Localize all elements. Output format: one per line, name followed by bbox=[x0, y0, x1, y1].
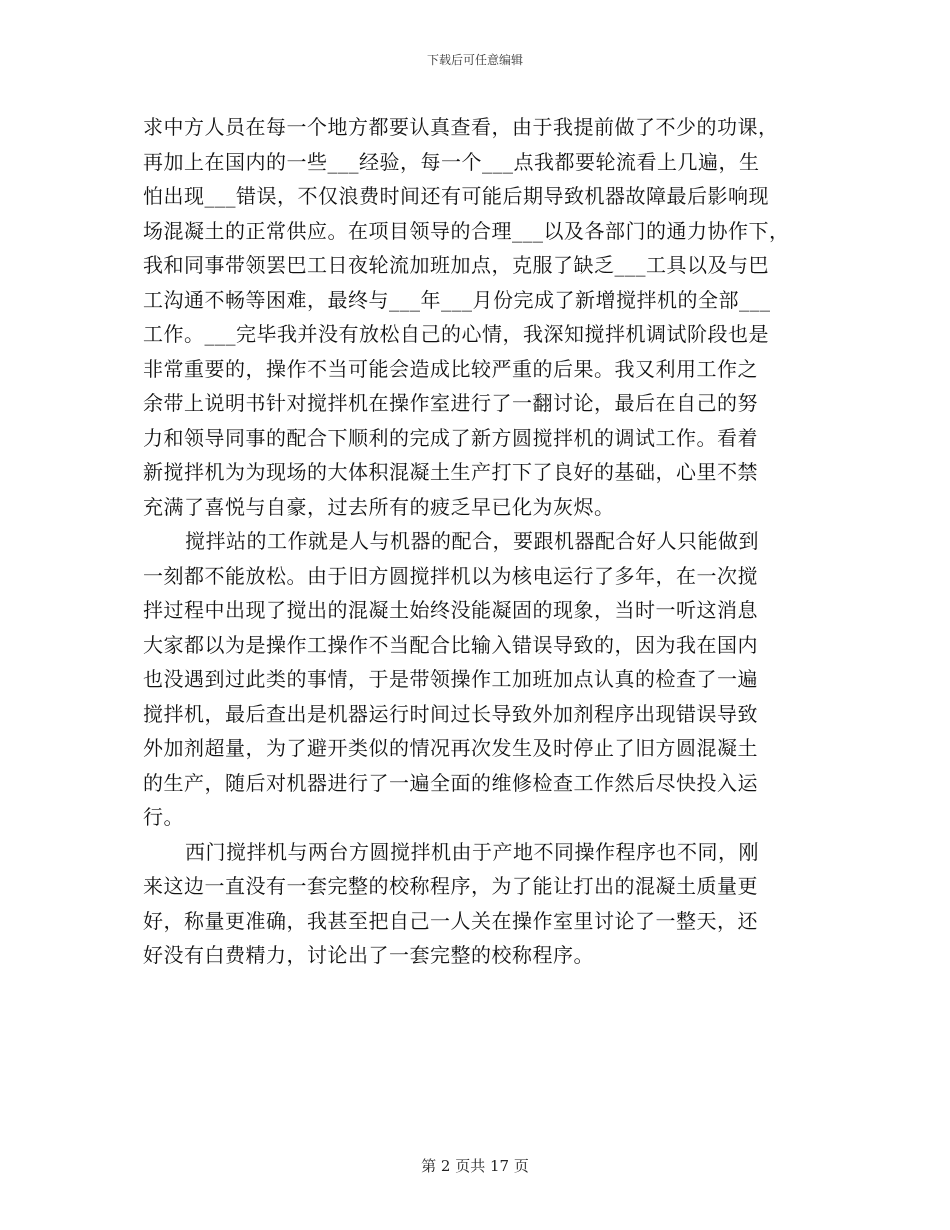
text-line: 大家都以为是操作工操作不当配合比输入错误导致的，因为我在国内 bbox=[143, 632, 758, 657]
page-footer bbox=[0, 1156, 950, 1176]
text-line: 外加剂超量，为了避开类似的情况再次发生及时停止了旧方圆混凝土 bbox=[143, 736, 758, 760]
text-line: 来这边一直没有一套完整的校称程序，为了能让打出的混凝土质量更 bbox=[143, 874, 758, 898]
text-line: 新搅拌机为为现场的大体积混凝土生产打下了良好的基础，心里不禁 bbox=[143, 460, 758, 484]
text-line: 我和同事带领罢巴工日夜轮流加班加点，克服了缺乏___工具以及与巴 bbox=[143, 253, 769, 277]
page-header bbox=[0, 52, 950, 68]
text-line: 的生产，随后对机器进行了一遍全面的维修检查工作然后尽快投入运 bbox=[143, 770, 758, 795]
text-line: 好没有白费精力，讨论出了一套完整的校称程序。 bbox=[143, 943, 594, 967]
paragraph-2 bbox=[143, 524, 808, 835]
text-line: 一刻都不能放松。由于旧方圆搅拌机以为核电运行了多年，在一次搅 bbox=[143, 563, 758, 588]
paragraph-3 bbox=[143, 835, 808, 973]
text-line: 求中方人员在每一个地方都要认真查看，由于我提前做了不少的功课， bbox=[143, 115, 779, 139]
text-line: 力和领导同事的配合下顺利的完成了新方圆搅拌机的调试工作。看着 bbox=[143, 425, 758, 450]
paragraph-1 bbox=[143, 110, 808, 524]
text-line: 工沟通不畅等困难，最终与___年___月份完成了新增搅拌机的全部___ bbox=[143, 287, 771, 312]
text-line: 场混凝土的正常供应。在项目领导的合理___以及各部门的通力协作下， bbox=[143, 218, 790, 243]
text-line: 非常重要的，操作不当可能会造成比较严重的后果。我又利用工作之 bbox=[143, 356, 758, 381]
text-line: 行。 bbox=[143, 805, 184, 829]
page-number: 第 2 页共 17 页 bbox=[421, 1157, 529, 1175]
text-line: 搅拌机，最后查出是机器运行时间过长导致外加剂程序出现错误导致 bbox=[143, 701, 758, 726]
text-line: 也没遇到过此类的事情，于是带领操作工加班加点认真的检查了一遍 bbox=[143, 667, 758, 691]
document-body bbox=[143, 110, 808, 973]
header-note: 下载后可任意编辑 bbox=[426, 53, 523, 67]
text-line: 好，称量更准确，我甚至把自己一人关在操作室里讨论了一整天，还 bbox=[143, 908, 758, 933]
text-line: 怕出现___错误，不仅浪费时间还有可能后期导致机器故障最后影响现 bbox=[143, 184, 769, 208]
text-line: 充满了喜悦与自豪，过去所有的疲乏早已化为灰烬。 bbox=[143, 494, 615, 519]
text-line: 拌过程中出现了搅出的混凝土始终没能凝固的现象，当时一听这消息 bbox=[143, 598, 758, 622]
text-line: 工作。___完毕我并没有放松自己的心情，我深知搅拌机调试阶段也是 bbox=[143, 322, 769, 346]
text-line: 搅拌站的工作就是人与机器的配合，要跟机器配合好人只能做到 bbox=[185, 529, 759, 553]
text-line: 余带上说明书针对搅拌机在操作室进行了一翻讨论，最后在自己的努 bbox=[143, 391, 758, 415]
text-line: 再加上在国内的一些___经验，每一个___点我都要轮流看上几遍，生 bbox=[143, 149, 760, 174]
text-line: 西门搅拌机与两台方圆搅拌机由于产地不同操作程序也不同，刚 bbox=[185, 839, 759, 864]
